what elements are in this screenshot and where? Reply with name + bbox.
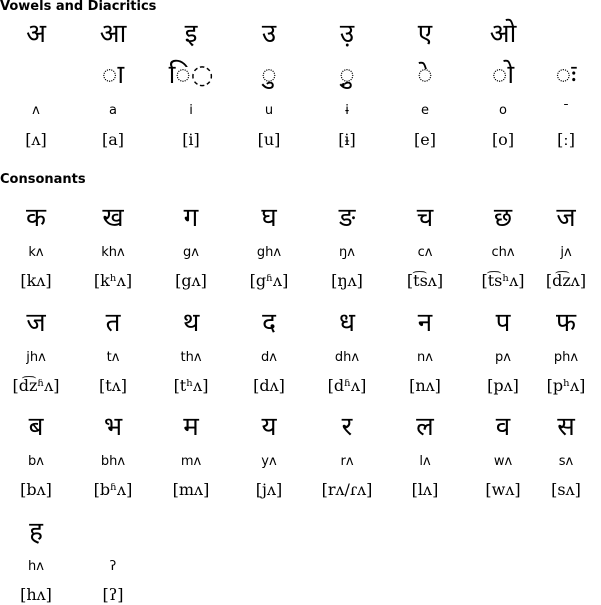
consonant-romanization: rʌ: [340, 454, 354, 469]
consonant-ipa: [mʌ]: [172, 480, 210, 499]
consonant-ipa: [sʌ]: [551, 480, 581, 499]
vowel-letter: उ़: [339, 19, 355, 49]
vowel-ipa: [ʌ]: [25, 130, 47, 149]
vowel-diacritic: ◌ु: [261, 60, 277, 90]
consonant-letter: ज: [26, 308, 46, 338]
vowel-letter: [531, 19, 601, 49]
consonant-letter: ख: [102, 203, 124, 233]
vowel-letter: ए: [417, 19, 433, 49]
vowels-heading: Vowels and Diacritics: [0, 0, 157, 14]
vowel-ipa: [i]: [182, 130, 200, 149]
consonant-letter: ग: [183, 203, 199, 233]
vowel-ipa: [u]: [257, 130, 281, 149]
vowel-romanization: ɨ: [345, 103, 349, 118]
consonant-letter: व: [495, 412, 511, 442]
vowel-ipa: [e]: [414, 130, 436, 149]
consonant-ipa: [kʌ]: [20, 271, 52, 290]
consonant-ipa: [bʌ]: [20, 480, 52, 499]
consonant-letter: छ: [493, 203, 513, 233]
consonant-romanization: wʌ: [493, 454, 513, 469]
consonant-ipa: [hʌ]: [20, 585, 52, 604]
consonant-letter: क: [26, 203, 46, 233]
consonant-ipa: [dʱʌ]: [327, 376, 367, 395]
vowel-romanization: u: [264, 103, 274, 118]
consonant-romanization: ghʌ: [256, 245, 282, 260]
consonant-letter: य: [261, 412, 277, 442]
consonant-ipa: [bʱʌ]: [93, 480, 133, 499]
consonant-ipa: [t͡sʌ]: [406, 271, 444, 290]
vowel-letter: ओ: [489, 19, 517, 49]
consonant-letter: घ: [261, 203, 277, 233]
consonant-letter: ल: [416, 412, 434, 442]
consonant-romanization: kʌ: [28, 245, 44, 260]
vowel-romanization: i: [189, 103, 193, 118]
consonant-ipa: [d͡zʌ]: [545, 271, 587, 290]
consonant-letter: ब: [28, 412, 44, 442]
vowel-letter: इ: [184, 19, 198, 49]
consonant-letter: ङ: [338, 203, 356, 233]
vowel-diacritic: [1, 60, 71, 90]
consonant-ipa: [gʌ]: [175, 271, 207, 290]
consonant-ipa: [rʌ/ɾʌ]: [321, 480, 373, 499]
consonant-ipa: [nʌ]: [409, 376, 441, 395]
consonant-romanization: mʌ: [180, 454, 202, 469]
consonant-romanization: cʌ: [417, 245, 433, 260]
consonant-romanization: yʌ: [261, 454, 277, 469]
consonant-romanization: chʌ: [491, 245, 515, 260]
consonant-romanization: khʌ: [101, 245, 125, 260]
vowel-romanization: ¯: [562, 103, 570, 118]
consonant-letter: प: [495, 308, 511, 338]
consonant-letter: स: [557, 412, 575, 442]
consonant-ipa: [jʌ]: [255, 480, 283, 499]
consonant-letter: भ: [103, 412, 123, 442]
vowel-diacritic: ◌ः: [555, 60, 577, 90]
consonants-heading: Consonants: [0, 172, 86, 187]
vowel-ipa: [ː]: [557, 130, 575, 149]
vowel-ipa: [a]: [101, 130, 125, 149]
consonant-ipa: [gʱʌ]: [249, 271, 289, 290]
consonant-letter: र: [341, 412, 353, 442]
consonant-letter: ज: [556, 203, 576, 233]
vowel-diacritic: ◌े: [417, 60, 433, 90]
consonant-romanization: ŋʌ: [339, 245, 355, 260]
consonant-letter: [78, 517, 148, 547]
consonant-romanization: gʌ: [183, 245, 199, 260]
consonant-ipa: [t͡sʰʌ]: [481, 271, 525, 290]
vowel-romanization: o: [499, 103, 507, 118]
consonant-letter: ह: [29, 517, 43, 547]
vowel-letter: आ: [99, 19, 127, 49]
vowel-diacritic: ◌ो: [491, 60, 515, 90]
consonant-romanization: ʔ: [109, 559, 117, 574]
consonant-romanization: jhʌ: [26, 350, 46, 365]
consonant-romanization: bʌ: [28, 454, 44, 469]
consonant-romanization: bhʌ: [100, 454, 126, 469]
consonant-ipa: [kʰʌ]: [93, 271, 133, 290]
consonant-ipa: [pʰʌ]: [546, 376, 586, 395]
vowel-romanization: ʌ: [32, 103, 40, 118]
consonant-letter: फ: [555, 308, 577, 338]
vowel-diacritic: ◌ा: [101, 60, 125, 90]
consonant-ipa: [tʌ]: [99, 376, 127, 395]
consonant-romanization: sʌ: [558, 454, 574, 469]
consonant-romanization: hʌ: [28, 559, 44, 574]
consonant-ipa: [ʔ]: [102, 585, 124, 604]
consonant-letter: ध: [339, 308, 355, 338]
vowel-diacritic: ◌ु़: [339, 60, 355, 90]
consonant-romanization: thʌ: [180, 350, 202, 365]
consonant-letter: द: [262, 308, 276, 338]
consonant-letter: त: [105, 308, 121, 338]
consonant-ipa: [d͡zʱʌ]: [12, 376, 60, 395]
consonant-romanization: dhʌ: [334, 350, 360, 365]
vowel-ipa: [ɨ]: [338, 130, 356, 149]
vowel-romanization: a: [109, 103, 117, 118]
consonant-ipa: [lʌ]: [411, 480, 439, 499]
consonant-ipa: [ŋʌ]: [331, 271, 363, 290]
vowel-ipa: [o]: [491, 130, 515, 149]
consonant-romanization: dʌ: [261, 350, 277, 365]
consonant-romanization: nʌ: [417, 350, 433, 365]
consonant-ipa: [tʰʌ]: [173, 376, 209, 395]
consonant-romanization: jʌ: [560, 245, 572, 260]
consonant-letter: म: [183, 412, 199, 442]
consonant-letter: न: [417, 308, 433, 338]
consonant-letter: थ: [182, 308, 200, 338]
consonant-romanization: phʌ: [553, 350, 579, 365]
vowel-letter: उ: [261, 19, 277, 49]
consonant-letter: च: [416, 203, 434, 233]
vowel-letter: अ: [26, 19, 46, 49]
consonant-romanization: tʌ: [106, 350, 120, 365]
consonant-ipa: [wʌ]: [485, 480, 521, 499]
consonant-ipa: [dʌ]: [253, 376, 285, 395]
consonant-romanization: lʌ: [419, 454, 431, 469]
consonant-romanization: pʌ: [495, 350, 511, 365]
vowel-romanization: e: [421, 103, 429, 118]
vowel-diacritic: ि◌: [168, 60, 214, 90]
consonant-ipa: [pʌ]: [487, 376, 519, 395]
